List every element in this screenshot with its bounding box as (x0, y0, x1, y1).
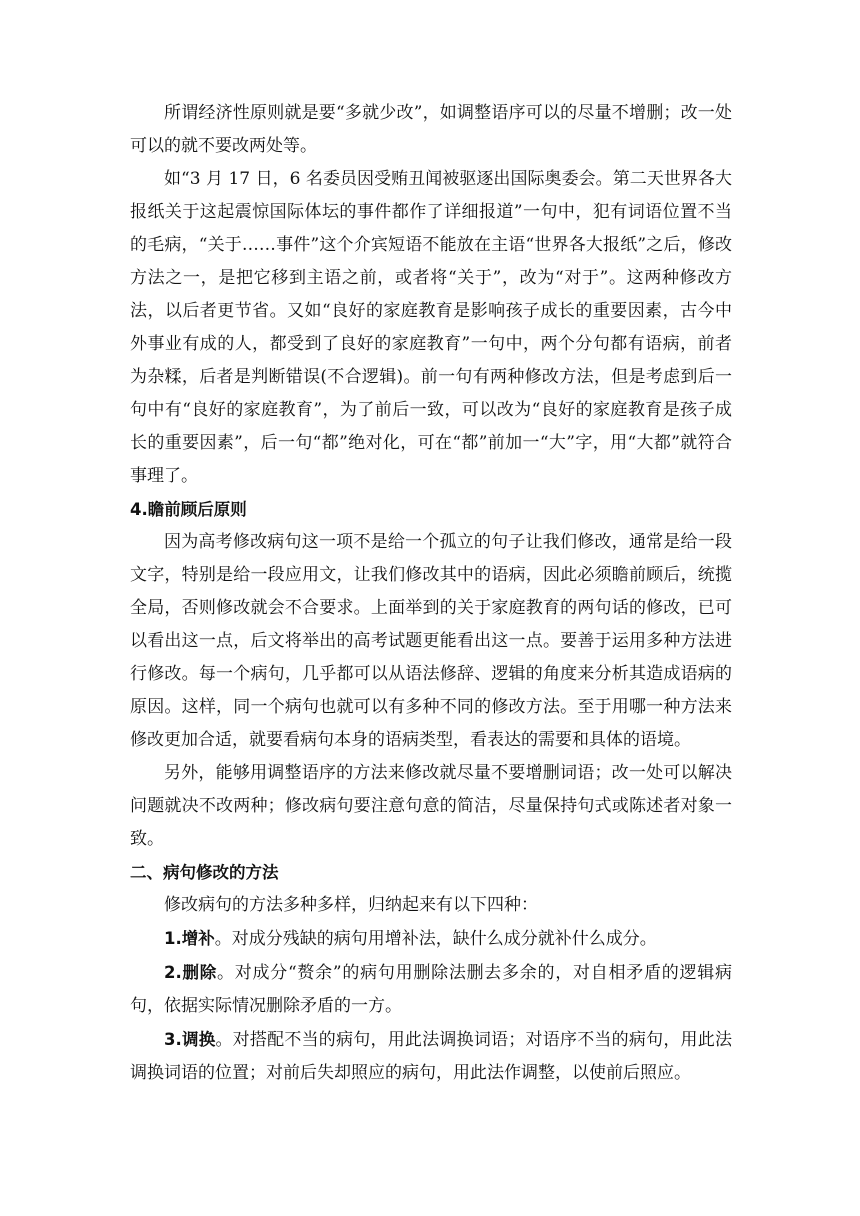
section-heading-methods: 二、病句修改的方法 (130, 863, 279, 882)
method-item-delete (130, 956, 732, 1023)
method-item-add (130, 922, 732, 956)
method-item-swap (130, 1023, 732, 1090)
section-heading-4: 4.瞻前顾后原则 (130, 500, 247, 519)
method-item-lead: 2.删除 (164, 963, 217, 982)
method-item-text: 。对成分残缺的病句用增补法，缺什么成分就补什么成分。 (214, 929, 657, 949)
method-item-lead: 1.增补 (164, 929, 215, 948)
paragraph-examples: 如“3 月 17 日，6 名委员因受贿丑闻被驱逐出国际奥委会。第二天世界各大报纸关于这起震惊国际体坛的事件都作了详细报道”一句中，犯有词语位置不当的毛病，“关于……事件”这个介宾短语不能放在主语“世界各大报纸”之后，修改方法之一，是把它移到主语之前，或者将“关于”，改为“对于”。这两种修改方法，以后者更节省。又如“良好的家庭教育是影响孩子成长的重要因素，古今中外事业有成的人，都受到了良好的家庭教育”一句中，两个分句都有语病，前者为杂糅，后者是判断错误(不合逻辑)。前一句有两种修改方法，但是考虑到后一句中有“良好的家庭教育”，为了前后一致，可以改为“良好的家庭教育是孩子成长的重要因素”，后一句“都”绝对化，可在“都”前加一“大”字，用“大都”就符合事理了。 (130, 169, 732, 486)
method-item-text: 。对成分“赘余”的病句用删除法删去多余的，对自相矛盾的逻辑病句，依据实际情况删除矛盾的一方。 (130, 963, 733, 1016)
paragraph-section4-body: 因为高考修改病句这一项不是给一个孤立的句子让我们修改，通常是给一段文字，特别是给一段应用文，让我们修改其中的语病，因此必须瞻前顾后，统揽全局，否则修改就会不合要求。上面举到的关于家庭教育的两句话的修改，已可以看出这一点，后文将举出的高考试题更能看出这一点。要善于运用多种方法进行修改。每一个病句，几乎都可以从语法修辞、逻辑的角度来分析其造成语病的原因。这样，同一个病句也就可以有多种不同的修改方法。至于用哪一种方法来修改更加合适，就要看病句本身的语病类型，看表达的需要和具体的语境。 (130, 532, 732, 750)
document-page (130, 97, 732, 1090)
paragraph-methods-intro: 修改病句的方法多种多样，归纳起来有以下四种： (164, 895, 538, 915)
paragraph-economy-principle: 所谓经济性原则就是要“多就少改”，如调整语序可以的尽量不增删；改一处可以的就不要改两处等。 (130, 103, 732, 156)
paragraph-section4-additional: 另外，能够用调整语序的方法来修改就尽量不要增删词语；改一处可以解决问题就决不改两种；修改病句要注意句意的简洁，尽量保持句式或陈述者对象一致。 (130, 763, 732, 849)
method-item-lead: 3.调换 (164, 1030, 216, 1049)
method-item-text: 。对搭配不当的病句，用此法调换词语；对语序不当的病句，用此法调换词语的位置；对前后失却照应的病句，用此法作调整，以使前后照应。 (130, 1030, 733, 1083)
